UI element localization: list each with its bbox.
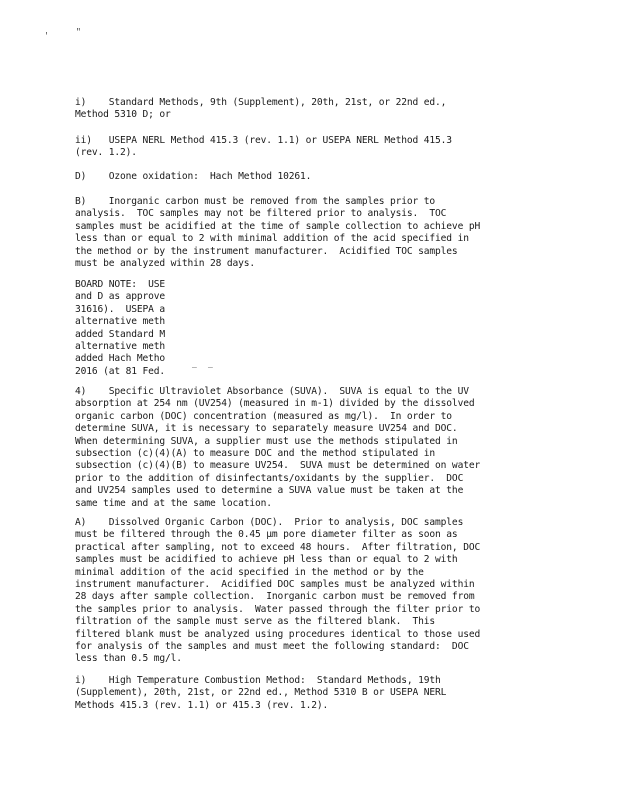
scan-mark: _ (208, 361, 213, 370)
paragraph-ii-usepa-nerl: ii) USEPA NERL Method 415.3 (rev. 1.1) or USEPA NERL Method 415.3 (rev. 1.2). (75, 135, 452, 159)
paragraph-b-inorganic-carbon: B) Inorganic carbon must be removed from the samples prior to analysis. TOC samples may not be filtered prior to analysis. TOC samples must be acidified at the time of sample collection to achieve pH less than or equal to 2 with minimal addition of the acid specified in the method or by the instrument manufacturer. Acidified TOC samples must be analyzed within 28 days. (75, 196, 481, 270)
scan-mark: _ (192, 361, 197, 370)
paragraph-4-suva: 4) Specific Ultraviolet Absorbance (SUVA). SUVA is equal to the UV absorption at 254 nm (UV254) (measured in m-1) divided by the dissolved organic carbon (DOC) concentration (measured as mg/l). In order to determine SUVA, it is necessary to separately measure UV254 and DOC. When determining SUVA, a supplier must use the methods stipulated in subsection (c)(4)(A) to measure DOC and the method stipulated in subsection (c)(4)(B) to measure UV254. SUVA must be determined on water prior to the addition of disinfectants/oxidants by the supplier. DOC and UV254 samples used to determine a SUVA value must be taken at the same time and at the same location. (75, 386, 481, 509)
scan-mark: ' (44, 32, 49, 41)
paragraph-a-doc: A) Dissolved Organic Carbon (DOC). Prior to analysis, DOC samples must be filtered through the 0.45 µm pore diameter filter as soon as practical after sampling, not to exceed 48 hours. After filtration, DOC samples must be acidified to achieve pH less than or equal to 2 with minimal addition of the acid specified in the method or by the instrument manufacturer. Acidified DOC samples must be analyzed within 28 days after sample collection. Inorganic carbon must be removed from the samples prior to analysis. Water passed through the filter prior to filtration of the sample must serve as the filtered blank. This filtered blank must be analyzed using procedures identical to those used for analysis of the samples and must meet the following standard: DOC less than 0.5 mg/l. (75, 517, 481, 665)
scan-mark: " (76, 28, 81, 37)
paragraph-i-standard-methods: i) Standard Methods, 9th (Supplement), 20th, 21st, or 22nd ed., Method 5310 D; or (75, 97, 447, 121)
paragraph-d-ozone-oxidation: D) Ozone oxidation: Hach Method 10261. (75, 171, 312, 182)
paragraph-i-high-temperature-combustion: i) High Temperature Combustion Method: Standard Methods, 19th (Supplement), 20th, 21st, or 22nd ed., Method 5310 B or USEPA NERL Methods 415.3 (rev. 1.1) or 415.3 (rev. 1.2). (75, 675, 447, 711)
board-note: BOARD NOTE: USE and D as approve 31616). USEPA a alternative meth added Standard M alternative meth added Hach Metho 2016 (at 81 Fed. (75, 279, 166, 377)
